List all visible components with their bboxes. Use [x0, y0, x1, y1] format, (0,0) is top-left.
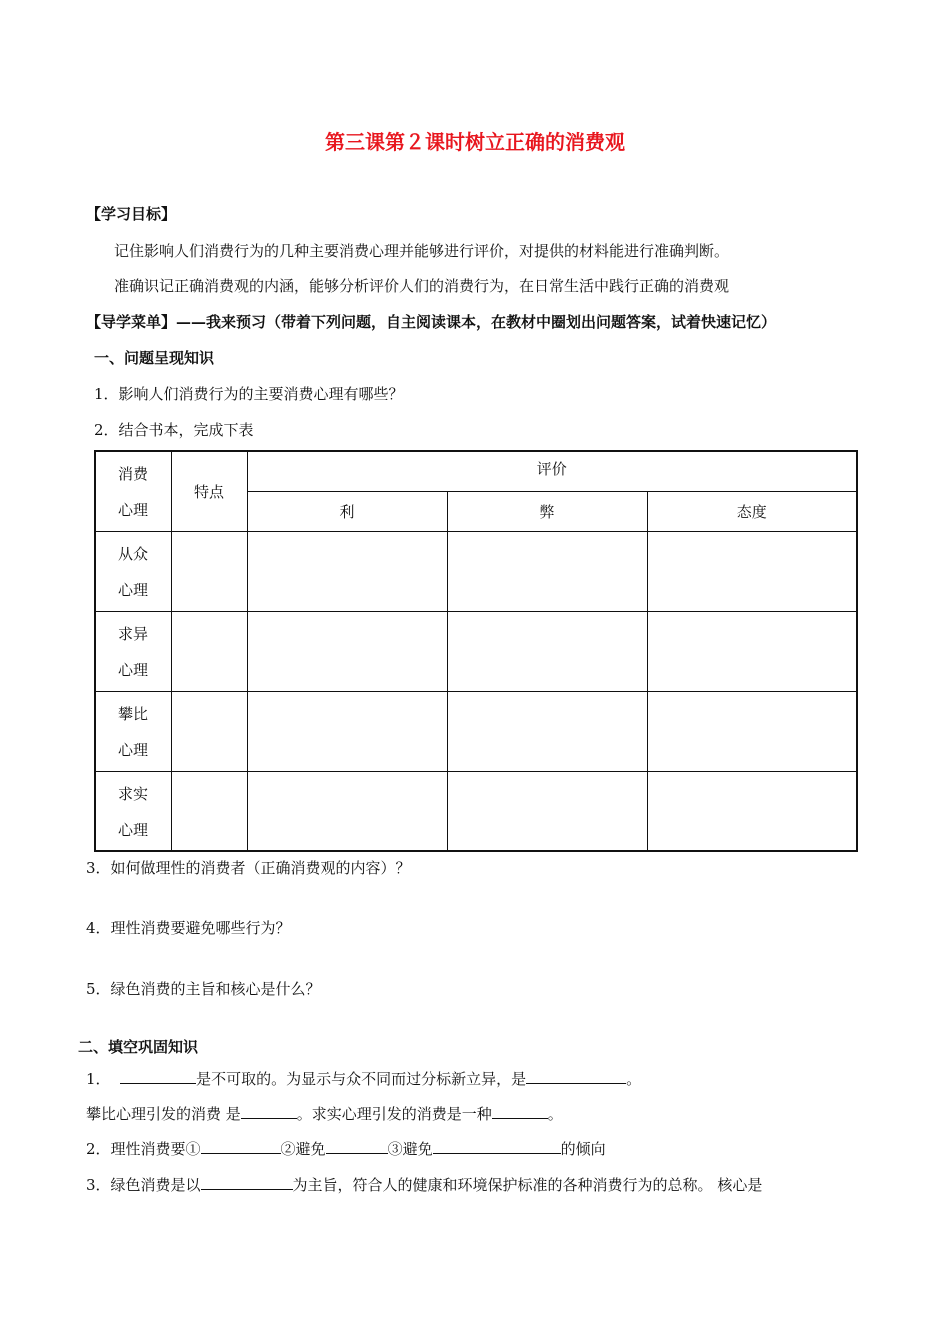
header-con: 弊 [447, 491, 647, 531]
objective-item-1: 记住影响人们消费行为的几种主要消费心理并能够进行评价，对提供的材料能进行准确判断。 [114, 242, 730, 260]
guide-label: 【导学菜单】 [86, 313, 177, 331]
question-4: 4．理性消费要避免哪些行为？ [86, 919, 291, 937]
question-3: 3．如何做理性的消费者（正确消费观的内容）？ [86, 859, 411, 877]
fill-line-1: 1． 是不可取的。为显示与众不同而过分标新立异，是 。 [86, 1070, 642, 1088]
blank-cell[interactable] [647, 611, 857, 691]
blank-field[interactable] [201, 1174, 293, 1190]
objective-item-2: 准确识记正确消费观的内涵，能够分析评价人们的消费行为，在日常生活中践行正确的消费观 [114, 277, 730, 295]
blank-cell[interactable] [247, 691, 447, 771]
header-psych: 消费 心理 [95, 451, 171, 531]
blank-cell[interactable] [247, 531, 447, 611]
question-1: 1．影响人们消费行为的主要消费心理有哪些？ [94, 385, 404, 403]
section2-heading: 二、填空巩固知识 [78, 1038, 199, 1056]
blank-cell[interactable] [247, 611, 447, 691]
blank-field[interactable] [526, 1068, 626, 1084]
header-evaluation: 评价 [247, 451, 857, 491]
blank-cell[interactable] [447, 771, 647, 851]
section1-heading: 一、问题呈现知识 [94, 349, 215, 367]
row-label-difference: 求异 心理 [95, 611, 171, 691]
blank-field[interactable] [492, 1103, 548, 1119]
blank-cell[interactable] [171, 611, 247, 691]
question-5: 5．绿色消费的主旨和核心是什么？ [86, 980, 321, 998]
blank-cell[interactable] [647, 531, 857, 611]
blank-cell[interactable] [647, 691, 857, 771]
header-feature: 特点 [171, 451, 247, 531]
blank-cell[interactable] [171, 531, 247, 611]
fill-line-4: 3．绿色消费是以 为主旨，符合人的健康和环境保护标准的各种消费行为的总称。 核心是 [86, 1176, 763, 1194]
blank-field[interactable] [120, 1068, 196, 1084]
blank-cell[interactable] [171, 771, 247, 851]
page-title: 第三课第２课时树立正确的消费观 [325, 130, 625, 154]
row-label-comparison: 攀比 心理 [95, 691, 171, 771]
row-label-conformity: 从众 心理 [95, 531, 171, 611]
fill-line-2: 攀比心理引发的消费 是 。求实心理引发的消费是一种 。 [86, 1105, 563, 1123]
guide-text: ——我来预习（带着下列问题，自主阅读课本，在教材中圈划出问题答案，试着快速记忆） [176, 313, 777, 331]
blank-field[interactable] [326, 1138, 388, 1154]
blank-cell[interactable] [447, 691, 647, 771]
fill-line-3: 2．理性消费要① ②避免 ③避免 的倾向 [86, 1140, 606, 1158]
question-2: 2．结合书本，完成下表 [94, 421, 254, 439]
header-attitude: 态度 [647, 491, 857, 531]
header-pro: 利 [247, 491, 447, 531]
blank-cell[interactable] [247, 771, 447, 851]
objectives-heading: 【学习目标】 [86, 205, 177, 223]
blank-field[interactable] [241, 1103, 297, 1119]
blank-cell[interactable] [447, 531, 647, 611]
row-label-practical: 求实 心理 [95, 771, 171, 851]
guide-line [86, 311, 776, 332]
blank-field[interactable] [433, 1138, 561, 1154]
blank-cell[interactable] [647, 771, 857, 851]
blank-cell[interactable] [171, 691, 247, 771]
consumption-psychology-table [94, 450, 858, 852]
blank-field[interactable] [201, 1138, 281, 1154]
blank-cell[interactable] [447, 611, 647, 691]
